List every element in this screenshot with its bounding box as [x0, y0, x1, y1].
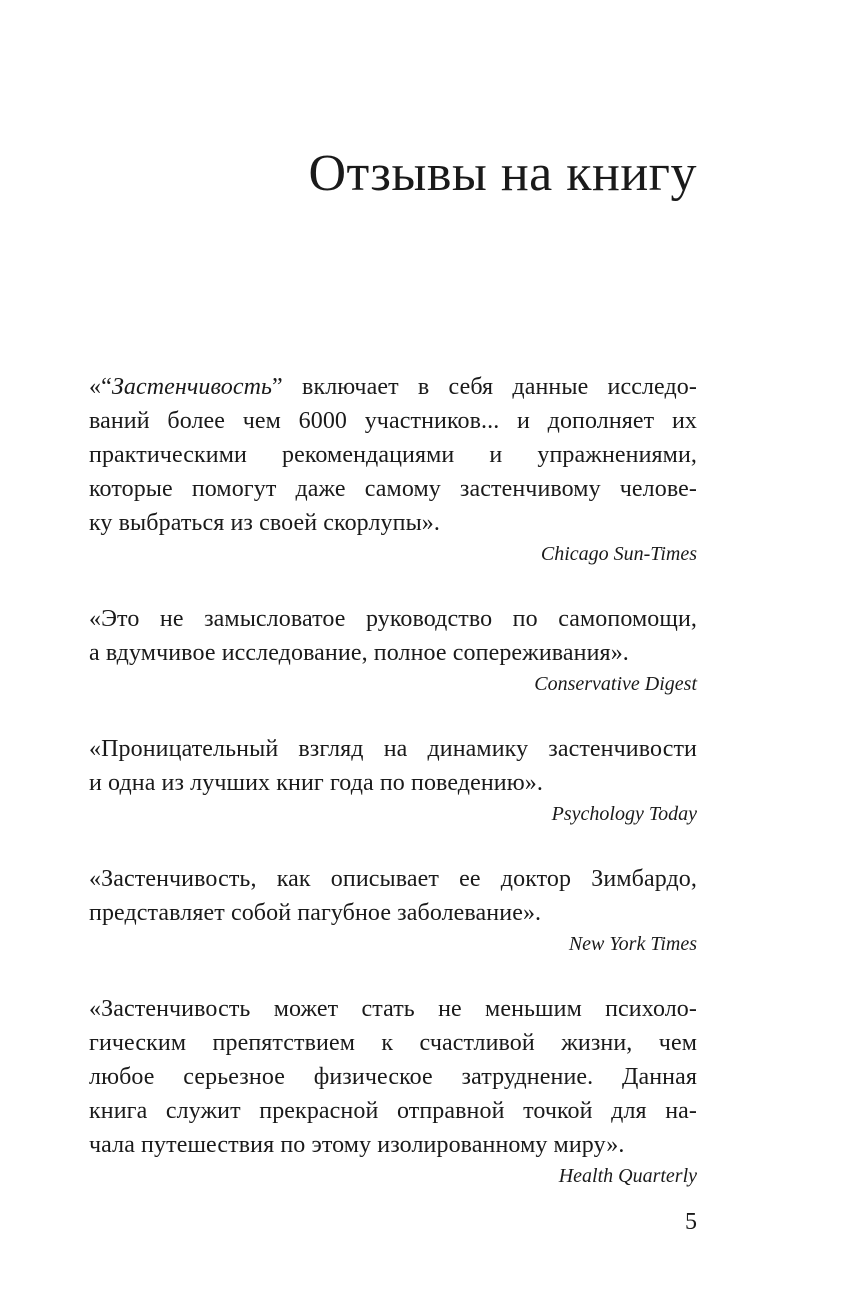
- review-quote-line: ку выбраться из своей скорлупы».: [89, 510, 441, 536]
- review-spacer: [89, 698, 697, 732]
- review-quote-line: книга служит прекрасной отправной точкой для на-: [89, 1098, 697, 1124]
- review-quote-line: «Застенчивость, как описывает ее доктор Зимбардо,: [89, 866, 697, 892]
- review-source: New York Times: [568, 933, 697, 955]
- review-item: [89, 992, 697, 1190]
- review-source: Psychology Today: [551, 803, 697, 825]
- review-item: [89, 862, 697, 958]
- review-spacer: [89, 568, 697, 602]
- review-quote-line: «Проницательный взгляд на динамику застенчивости: [89, 736, 697, 762]
- page-title: Отзывы на книгу: [308, 145, 697, 202]
- review-quote-line: «“Застенчивость” включает в себя данные исследо-: [89, 374, 697, 400]
- review-spacer: [89, 958, 697, 992]
- review-quote-line: и одна из лучших книг года по поведению».: [89, 770, 543, 796]
- review-quote-line: представляет собой пагубное заболевание».: [89, 900, 542, 926]
- review-quote-line: любое серьезное физическое затруднение. Данная: [89, 1064, 697, 1090]
- review-quote-line: которые помогут даже самому застенчивому челове-: [89, 476, 697, 502]
- reviews-list: [89, 370, 697, 1190]
- review-quote: [89, 992, 697, 1162]
- review-quote-line: «Застенчивость может стать не меньшим психоло-: [89, 996, 697, 1022]
- review-quote-line: а вдумчивое исследование, полное сопереживания».: [89, 640, 629, 666]
- review-quote: [89, 602, 697, 670]
- review-source: Chicago Sun-Times: [540, 543, 697, 565]
- review-item: [89, 370, 697, 568]
- review-quote-line: «Это не замысловатое руководство по самопомощи,: [89, 606, 697, 632]
- review-source: Health Quarterly: [558, 1165, 697, 1187]
- review-quote: [89, 862, 697, 930]
- page-number: 5: [685, 1209, 697, 1235]
- review-quote: [89, 370, 697, 540]
- review-quote-line: чала путешествия по этому изолированному миру».: [89, 1132, 625, 1158]
- review-quote-line: ваний более чем 6000 участников... и дополняет их: [89, 408, 697, 434]
- review-quote-line: практическими рекомендациями и упражнениями,: [89, 442, 697, 468]
- review-item: [89, 732, 697, 828]
- review-spacer: [89, 828, 697, 862]
- review-quote: [89, 732, 697, 800]
- review-source: Conservative Digest: [534, 673, 697, 695]
- review-quote-line: гическим препятствием к счастливой жизни, чем: [89, 1030, 697, 1056]
- book-title-italic: Застенчивость: [111, 374, 273, 400]
- review-item: [89, 602, 697, 698]
